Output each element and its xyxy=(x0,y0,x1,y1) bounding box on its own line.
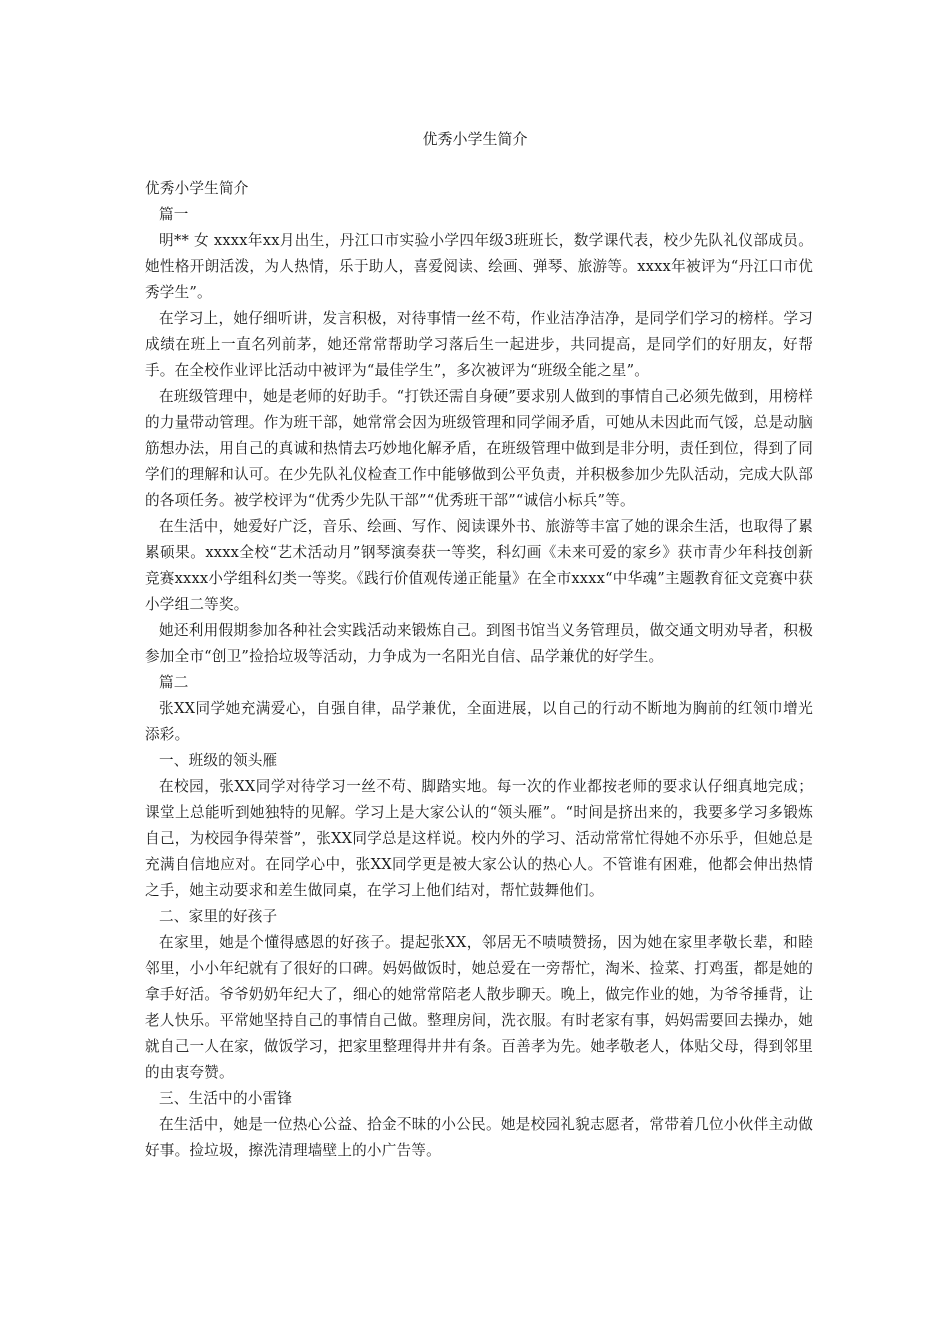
body-paragraph: 她还利用假期参加各种社会实践活动来锻炼自己。到图书馆当义务管理员，做交通文明劝导者，积极参加全市“创卫”捡拾垃圾等活动，力争成为一名阳光自信、品学兼优的好学生。 xyxy=(145,622,813,665)
body-paragraph: 一、班级的领头雁 xyxy=(159,752,278,769)
body-paragraph: 在生活中，她爱好广泛，音乐、绘画、写作、阅读课外书、旅游等丰富了她的课余生活，也取得了累累硕果。xxxx全校“艺术活动月”钢琴演奏获一等奖，科幻画《未来可爱的家乡》获市青少年科技创新竞赛xxxx小学组科幻类一等奖。《践行价值观传递正能量》在全市xxxx“中华魂”主题教育征文竞赛中获小学组二等奖。 xyxy=(145,518,813,613)
body-paragraph: 张XX同学她充满爱心，自强自律，品学兼优，全面进展，以自己的行动不断地为胸前的红领巾增光添彩。 xyxy=(145,700,813,743)
body-paragraph: 在班级管理中，她是老师的好助手。“打铁还需自身硬”要求别人做到的事情自己必须先做到，用榜样的力量带动管理。作为班干部，她常常会因为班级管理和同学闹矛盾，可她从未因此而气馁，总是动脑筋想办法，用自己的真诚和热情去巧妙地化解矛盾，在班级管理中做到是非分明，责任到位，得到了同学们的理解和认可。在少先队礼仪检查工作中能够做到公平负责，并积极参加少先队活动，完成大队部的各项任务。被学校评为“优秀少先队干部”“优秀班干部”“诚信小标兵”等。 xyxy=(145,388,813,509)
body-paragraph: 在家里，她是个懂得感恩的好孩子。提起张XX，邻居无不啧啧赞扬，因为她在家里孝敬长辈，和睦邻里，小小年纪就有了很好的口碑。妈妈做饭时，她总爱在一旁帮忙，淘米、捡菜、打鸡蛋，都是她的拿手好活。爷爷奶奶年纪大了，细心的她常常陪老人散步聊天。晚上，做完作业的她，为爷爷捶背，让老人快乐。平常她坚持自己的事情自己做。整理房间，洗衣服。有时老家有事，妈妈需要回去操办，她就自己一人在家，做饭学习，把家里整理得井井有条。百善孝为先。她孝敬老人，体贴父母，得到邻里的由衷夸赞。 xyxy=(145,934,813,1081)
document-body xyxy=(145,176,813,1164)
body-paragraph: 篇一 xyxy=(159,206,189,223)
body-paragraph: 明** 女 xxxx年xx月出生，丹江口市实验小学四年级3班班长，数学课代表，校少先队礼仪部成员。她性格开朗活泼，为人热情，乐于助人，喜爱阅读、绘画、弹琴、旅游等。xxxx年被评为“丹江口市优秀学生”。 xyxy=(145,232,813,301)
body-paragraph: 优秀小学生简介 xyxy=(145,180,249,197)
body-paragraph: 在学习上，她仔细听讲，发言积极，对待事情一丝不苟，作业洁净洁净，是同学们学习的榜样。学习成绩在班上一直名列前茅，她还常常帮助学习落后生一起进步，共同提高，是同学们的好朋友，好帮手。在全校作业评比活动中被评为“最佳学生”，多次被评为“班级全能之星”。 xyxy=(145,310,813,379)
page-title: 优秀小学生简介 xyxy=(422,130,528,148)
body-paragraph: 二、家里的好孩子 xyxy=(159,908,278,925)
body-paragraph: 在校园，张XX同学对待学习一丝不苟、脚踏实地。每一次的作业都按老师的要求认仔细真地完成；课堂上总能听到她独特的见解。学习上是大家公认的“领头雁”。“时间是挤出来的，我要多学习多锻炼自己，为校园争得荣誉”，张XX同学总是这样说。校内外的学习、活动常常忙得她不亦乐乎，但她总是充满自信地应对。在同学心中，张XX同学更是被大家公认的热心人。不管谁有困难，他都会伸出热情之手，她主动要求和差生做同桌，在学习上他们结对，帮忙鼓舞他们。 xyxy=(145,778,813,899)
body-paragraph: 在生活中，她是一位热心公益、拾金不昧的小公民。她是校园礼貌志愿者，常带着几位小伙伴主动做好事。捡垃圾，擦洗清理墙壁上的小广告等。 xyxy=(145,1116,813,1159)
body-paragraph: 三、生活中的小雷锋 xyxy=(159,1090,293,1107)
body-paragraph: 篇二 xyxy=(159,674,189,691)
